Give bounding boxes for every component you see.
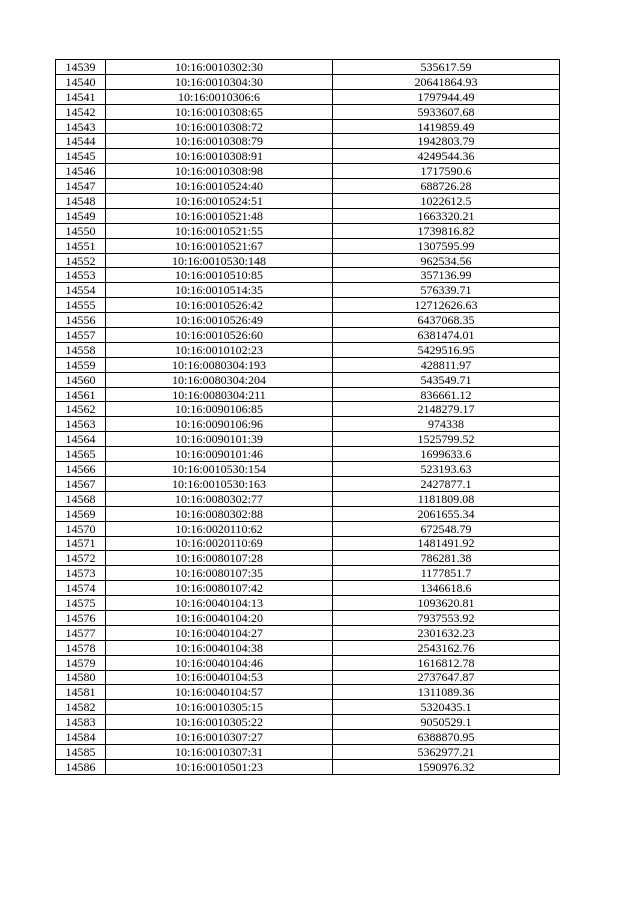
cadastral-value-cell: 2737647.87 [333,670,560,685]
table-row [56,491,560,506]
table-row [56,60,560,75]
cadastral-number-cell: 10:16:0010308:91 [106,149,333,164]
row-number-cell: 14580 [56,670,106,685]
table-row [56,566,560,581]
row-number-cell: 14586 [56,759,106,774]
table-row [56,625,560,640]
cadastral-number-cell: 10:16:0080304:193 [106,357,333,372]
cadastral-value-cell: 2061655.34 [333,506,560,521]
row-number-cell: 14547 [56,179,106,194]
cadastral-number-cell: 10:16:0010307:27 [106,730,333,745]
table-row [56,462,560,477]
table-row [56,253,560,268]
cadastral-number-cell: 10:16:0010510:85 [106,268,333,283]
cadastral-value-cell: 836661.12 [333,387,560,402]
table-row [56,194,560,209]
cadastral-number-cell: 10:16:0010306:6 [106,89,333,104]
table-row [56,104,560,119]
cadastral-number-cell: 10:16:0010501:23 [106,759,333,774]
row-number-cell: 14546 [56,164,106,179]
table-row [56,744,560,759]
cadastral-number-cell: 10:16:0010308:79 [106,134,333,149]
cadastral-number-cell: 10:16:0040104:38 [106,640,333,655]
row-number-cell: 14554 [56,283,106,298]
row-number-cell: 14544 [56,134,106,149]
row-number-cell: 14575 [56,596,106,611]
table-row [56,387,560,402]
cadastral-number-cell: 10:16:0090101:46 [106,447,333,462]
cadastral-value-cell: 1177851.7 [333,566,560,581]
cadastral-value-cell: 543549.71 [333,372,560,387]
table-row [56,313,560,328]
row-number-cell: 14562 [56,402,106,417]
cadastral-value-cell: 2543162.76 [333,640,560,655]
cadastral-number-cell: 10:16:0010526:60 [106,328,333,343]
table-row [56,208,560,223]
cadastral-number-cell: 10:16:0040104:57 [106,685,333,700]
cadastral-number-cell: 10:16:0090101:39 [106,432,333,447]
cadastral-number-cell: 10:16:0010521:67 [106,238,333,253]
cadastral-value-cell: 1307595.99 [333,238,560,253]
table-row [56,610,560,625]
row-number-cell: 14567 [56,476,106,491]
row-number-cell: 14566 [56,462,106,477]
table-row [56,700,560,715]
row-number-cell: 14585 [56,744,106,759]
cadastral-value-cell: 1311089.36 [333,685,560,700]
cadastral-value-cell: 1739816.82 [333,223,560,238]
row-number-cell: 14584 [56,730,106,745]
cadastral-number-cell: 10:16:0010530:148 [106,253,333,268]
cadastral-value-table [55,59,560,775]
row-number-cell: 14557 [56,328,106,343]
cadastral-number-cell: 10:16:0010526:42 [106,298,333,313]
cadastral-number-cell: 10:16:0010524:51 [106,194,333,209]
table-row [56,596,560,611]
cadastral-number-cell: 10:16:0010307:31 [106,744,333,759]
row-number-cell: 14574 [56,581,106,596]
row-number-cell: 14540 [56,74,106,89]
cadastral-number-cell: 10:16:0010304:30 [106,74,333,89]
cadastral-value-cell: 2427877.1 [333,476,560,491]
row-number-cell: 14578 [56,640,106,655]
cadastral-number-cell: 10:16:0040104:46 [106,655,333,670]
cadastral-number-cell: 10:16:0010302:30 [106,60,333,75]
table-row [56,715,560,730]
table-row [56,685,560,700]
cadastral-value-cell: 1419859.49 [333,119,560,134]
row-number-cell: 14561 [56,387,106,402]
table-row [56,179,560,194]
table-row [56,447,560,462]
cadastral-number-cell: 10:16:0080302:77 [106,491,333,506]
cadastral-value-cell: 5429516.95 [333,342,560,357]
cadastral-value-cell: 962534.56 [333,253,560,268]
table-row [56,655,560,670]
cadastral-number-cell: 10:16:0080304:211 [106,387,333,402]
cadastral-value-cell: 1181809.08 [333,491,560,506]
table-row [56,551,560,566]
cadastral-number-cell: 10:16:0080304:204 [106,372,333,387]
table-row [56,432,560,447]
table-row [56,89,560,104]
cadastral-value-cell: 1093620.81 [333,596,560,611]
cadastral-value-cell: 688726.28 [333,179,560,194]
row-number-cell: 14572 [56,551,106,566]
table-row [56,402,560,417]
row-number-cell: 14556 [56,313,106,328]
row-number-cell: 14563 [56,417,106,432]
table-row [56,536,560,551]
cadastral-value-cell: 1699633.6 [333,447,560,462]
row-number-cell: 14568 [56,491,106,506]
cadastral-number-cell: 10:16:0010514:35 [106,283,333,298]
cadastral-number-cell: 10:16:0020110:62 [106,521,333,536]
cadastral-number-cell: 10:16:0040104:20 [106,610,333,625]
table-row [56,149,560,164]
table-row [56,119,560,134]
cadastral-value-cell: 974338 [333,417,560,432]
table-row [56,298,560,313]
row-number-cell: 14559 [56,357,106,372]
cadastral-value-cell: 1590976.32 [333,759,560,774]
cadastral-value-cell: 6437068.35 [333,313,560,328]
row-number-cell: 14579 [56,655,106,670]
cadastral-number-cell: 10:16:0010530:154 [106,462,333,477]
row-number-cell: 14569 [56,506,106,521]
row-number-cell: 14582 [56,700,106,715]
table-row [56,74,560,89]
cadastral-value-cell: 20641864.93 [333,74,560,89]
row-number-cell: 14539 [56,60,106,75]
table-row [56,238,560,253]
row-number-cell: 14543 [56,119,106,134]
row-number-cell: 14558 [56,342,106,357]
table-row [56,268,560,283]
table-row [56,164,560,179]
cadastral-value-cell: 5933607.68 [333,104,560,119]
table-row [56,417,560,432]
cadastral-value-cell: 5362977.21 [333,744,560,759]
row-number-cell: 14576 [56,610,106,625]
cadastral-value-cell: 1481491.92 [333,536,560,551]
cadastral-value-cell: 1797944.49 [333,89,560,104]
cadastral-value-cell: 2301632.23 [333,625,560,640]
row-number-cell: 14555 [56,298,106,313]
table-row [56,134,560,149]
table-row [56,759,560,774]
row-number-cell: 14551 [56,238,106,253]
table-row [56,223,560,238]
cadastral-number-cell: 10:16:0010530:163 [106,476,333,491]
cadastral-value-cell: 6381474.01 [333,328,560,343]
cadastral-value-cell: 12712626.63 [333,298,560,313]
table-row [56,521,560,536]
table-row [56,328,560,343]
cadastral-value-cell: 357136.99 [333,268,560,283]
cadastral-value-cell: 1616812.78 [333,655,560,670]
cadastral-value-cell: 5320435.1 [333,700,560,715]
row-number-cell: 14564 [56,432,106,447]
cadastral-number-cell: 10:16:0040104:27 [106,625,333,640]
row-number-cell: 14548 [56,194,106,209]
table-body [56,60,560,775]
row-number-cell: 14552 [56,253,106,268]
row-number-cell: 14581 [56,685,106,700]
row-number-cell: 14550 [56,223,106,238]
row-number-cell: 14549 [56,208,106,223]
row-number-cell: 14545 [56,149,106,164]
cadastral-number-cell: 10:16:0010308:98 [106,164,333,179]
cadastral-value-cell: 2148279.17 [333,402,560,417]
row-number-cell: 14553 [56,268,106,283]
row-number-cell: 14542 [56,104,106,119]
table-row [56,640,560,655]
cadastral-number-cell: 10:16:0020110:69 [106,536,333,551]
row-number-cell: 14565 [56,447,106,462]
cadastral-value-cell: 4249544.36 [333,149,560,164]
cadastral-number-cell: 10:16:0010308:72 [106,119,333,134]
cadastral-number-cell: 10:16:0040104:13 [106,596,333,611]
row-number-cell: 14560 [56,372,106,387]
cadastral-number-cell: 10:16:0080107:42 [106,581,333,596]
cadastral-value-cell: 1525799.52 [333,432,560,447]
table-row [56,372,560,387]
table-row [56,476,560,491]
cadastral-number-cell: 10:16:0010102:23 [106,342,333,357]
cadastral-value-cell: 1346618.6 [333,581,560,596]
cadastral-value-cell: 6388870.95 [333,730,560,745]
cadastral-value-cell: 9050529.1 [333,715,560,730]
table-row [56,357,560,372]
cadastral-value-cell: 535617.59 [333,60,560,75]
cadastral-number-cell: 10:16:0080107:28 [106,551,333,566]
cadastral-value-cell: 786281.38 [333,551,560,566]
cadastral-number-cell: 10:16:0010524:40 [106,179,333,194]
table-row [56,670,560,685]
cadastral-value-cell: 523193.63 [333,462,560,477]
row-number-cell: 14573 [56,566,106,581]
row-number-cell: 14577 [56,625,106,640]
cadastral-value-cell: 1022612.5 [333,194,560,209]
cadastral-value-cell: 7937553.92 [333,610,560,625]
table-row [56,283,560,298]
cadastral-value-cell: 672548.79 [333,521,560,536]
cadastral-number-cell: 10:16:0090106:85 [106,402,333,417]
cadastral-number-cell: 10:16:0080107:35 [106,566,333,581]
cadastral-value-cell: 1663320.21 [333,208,560,223]
table-row [56,581,560,596]
row-number-cell: 14570 [56,521,106,536]
cadastral-number-cell: 10:16:0010521:55 [106,223,333,238]
cadastral-value-cell: 1717590.6 [333,164,560,179]
cadastral-value-cell: 576339.71 [333,283,560,298]
cadastral-number-cell: 10:16:0010305:15 [106,700,333,715]
cadastral-number-cell: 10:16:0010308:65 [106,104,333,119]
cadastral-number-cell: 10:16:0010526:49 [106,313,333,328]
cadastral-number-cell: 10:16:0040104:53 [106,670,333,685]
table-row [56,730,560,745]
cadastral-number-cell: 10:16:0080302:88 [106,506,333,521]
table-row [56,506,560,521]
cadastral-value-cell: 428811.97 [333,357,560,372]
table-row [56,342,560,357]
cadastral-number-cell: 10:16:0090106:96 [106,417,333,432]
cadastral-value-cell: 1942803.79 [333,134,560,149]
row-number-cell: 14583 [56,715,106,730]
cadastral-number-cell: 10:16:0010521:48 [106,208,333,223]
row-number-cell: 14571 [56,536,106,551]
row-number-cell: 14541 [56,89,106,104]
cadastral-number-cell: 10:16:0010305:22 [106,715,333,730]
